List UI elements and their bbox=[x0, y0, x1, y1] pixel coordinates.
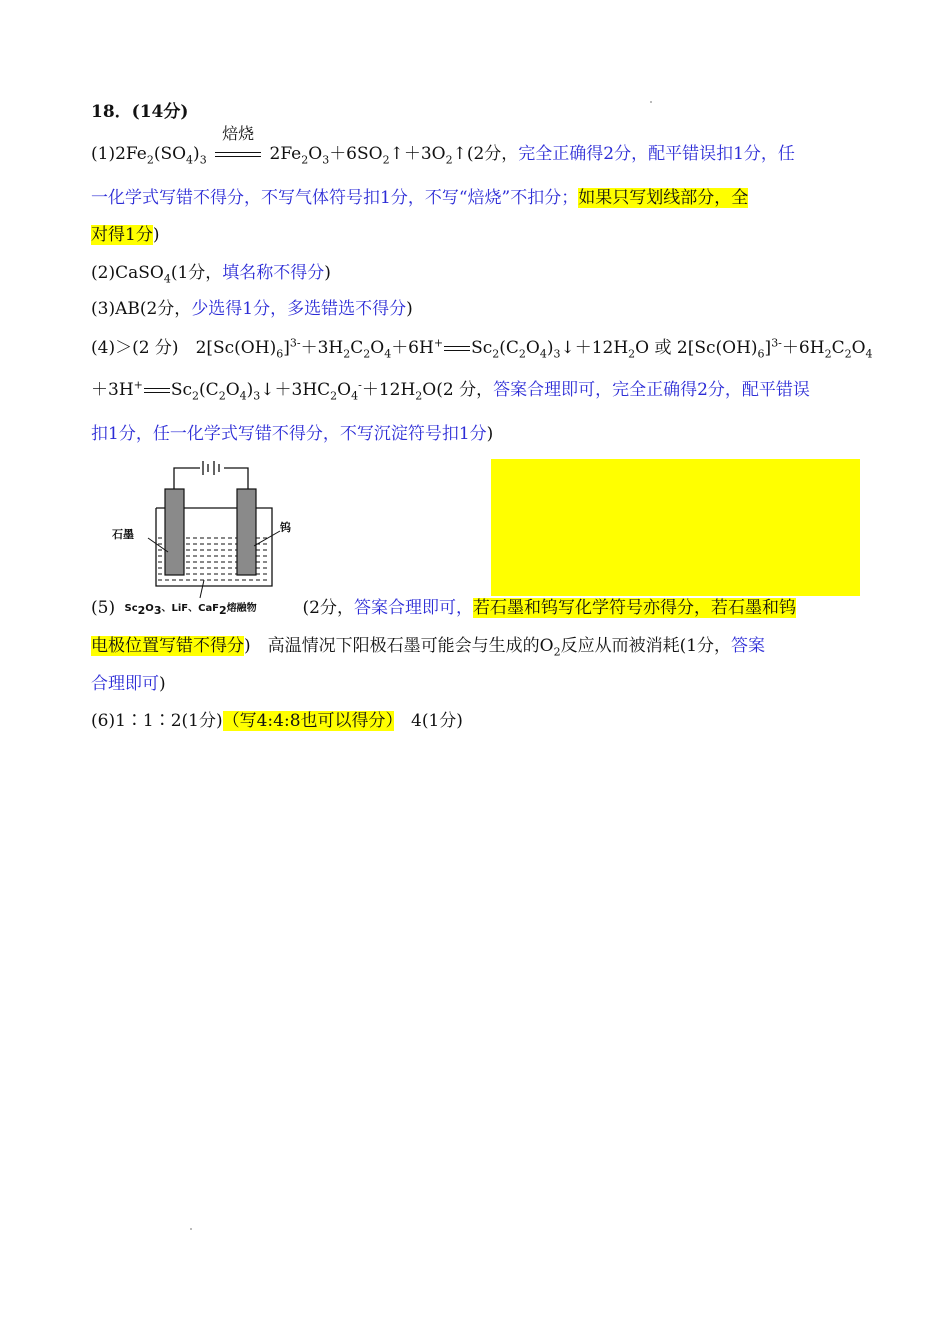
part1-line3: 对得1分) bbox=[91, 225, 160, 245]
electrolysis-cell-svg bbox=[108, 456, 318, 616]
label-electrolyte: $Sc_2O_3$、LiF、CaF$_2$熔融物 bbox=[124, 603, 257, 617]
part4-line2: ＋3H+ $Sc_2(C_2O_4)_3↓+3HC_2O_4^-+12H_2O(2$ 分，答案合理即可，完全正确得2分，配平错误 bbox=[91, 378, 810, 403]
label-graphite: 石墨 bbox=[112, 528, 134, 541]
scoring-note: 完全正确得2分，配平错误扣1分，任 bbox=[518, 144, 795, 164]
graphite-electrode bbox=[165, 489, 184, 575]
question-title: 18．(14分) bbox=[91, 102, 189, 122]
part6-line: (6)1∶1∶2(1分)（写4:4:8也可以得分） 4(1分) bbox=[91, 711, 463, 731]
label-tungsten: 钨 bbox=[280, 521, 291, 534]
highlight-block bbox=[491, 459, 860, 596]
part2-line: (2)CaSO$_4$(1分，填名称不得分) bbox=[91, 263, 331, 286]
part1-line2: 一化学式写错不得分，不写气体符号扣1分，不写“焙烧”不扣分；如果只写划线部分，全 bbox=[91, 188, 749, 208]
part5-line1: (5) $Sc_2O_3$、LiF、CaF$_2$熔融物 (2分，答案合理即可，若石墨和钨写化学符号亦得分，若石墨和钨 bbox=[91, 596, 861, 621]
reaction-condition-sign: 焙烧 bbox=[212, 142, 264, 166]
tungsten-electrode bbox=[237, 489, 256, 575]
highlight-note: 如果只写划线部分，全 bbox=[578, 188, 749, 208]
part1-line1: $(1)2Fe_2(SO_4)_3$ 焙烧 $2Fe_2O_3+6SO_2↑+3O_2↑(2$分，完全正确得2分，配平错误扣1分，任 bbox=[91, 124, 795, 167]
electrolysis-diagram bbox=[108, 456, 318, 616]
scan-dot bbox=[650, 101, 652, 103]
part5-line2: 电极位置写错不得分) 高温情况下阳极石墨可能会与生成的$O_2$反应从而被消耗(1分，答案 bbox=[91, 636, 766, 659]
part3-line: (3)AB(2分，少选得1分，多选错选不得分) bbox=[91, 299, 413, 319]
part4-line1: (4)＞(2 分) $2[Sc(OH)_6]^{3-}+3H_2C_2O_4+6H^+$ $Sc_2(C_2O_4)_3↓+12H_2O$ 或 $2[Sc(OH)_6]^{3-}+6H_2C_2O_4$ bbox=[91, 336, 873, 361]
scan-dot bbox=[190, 1228, 192, 1230]
part5-line3: 合理即可) bbox=[91, 674, 166, 694]
part4-line3: 扣1分，任一化学式写错不得分，不写沉淀符号扣1分) bbox=[91, 424, 494, 444]
